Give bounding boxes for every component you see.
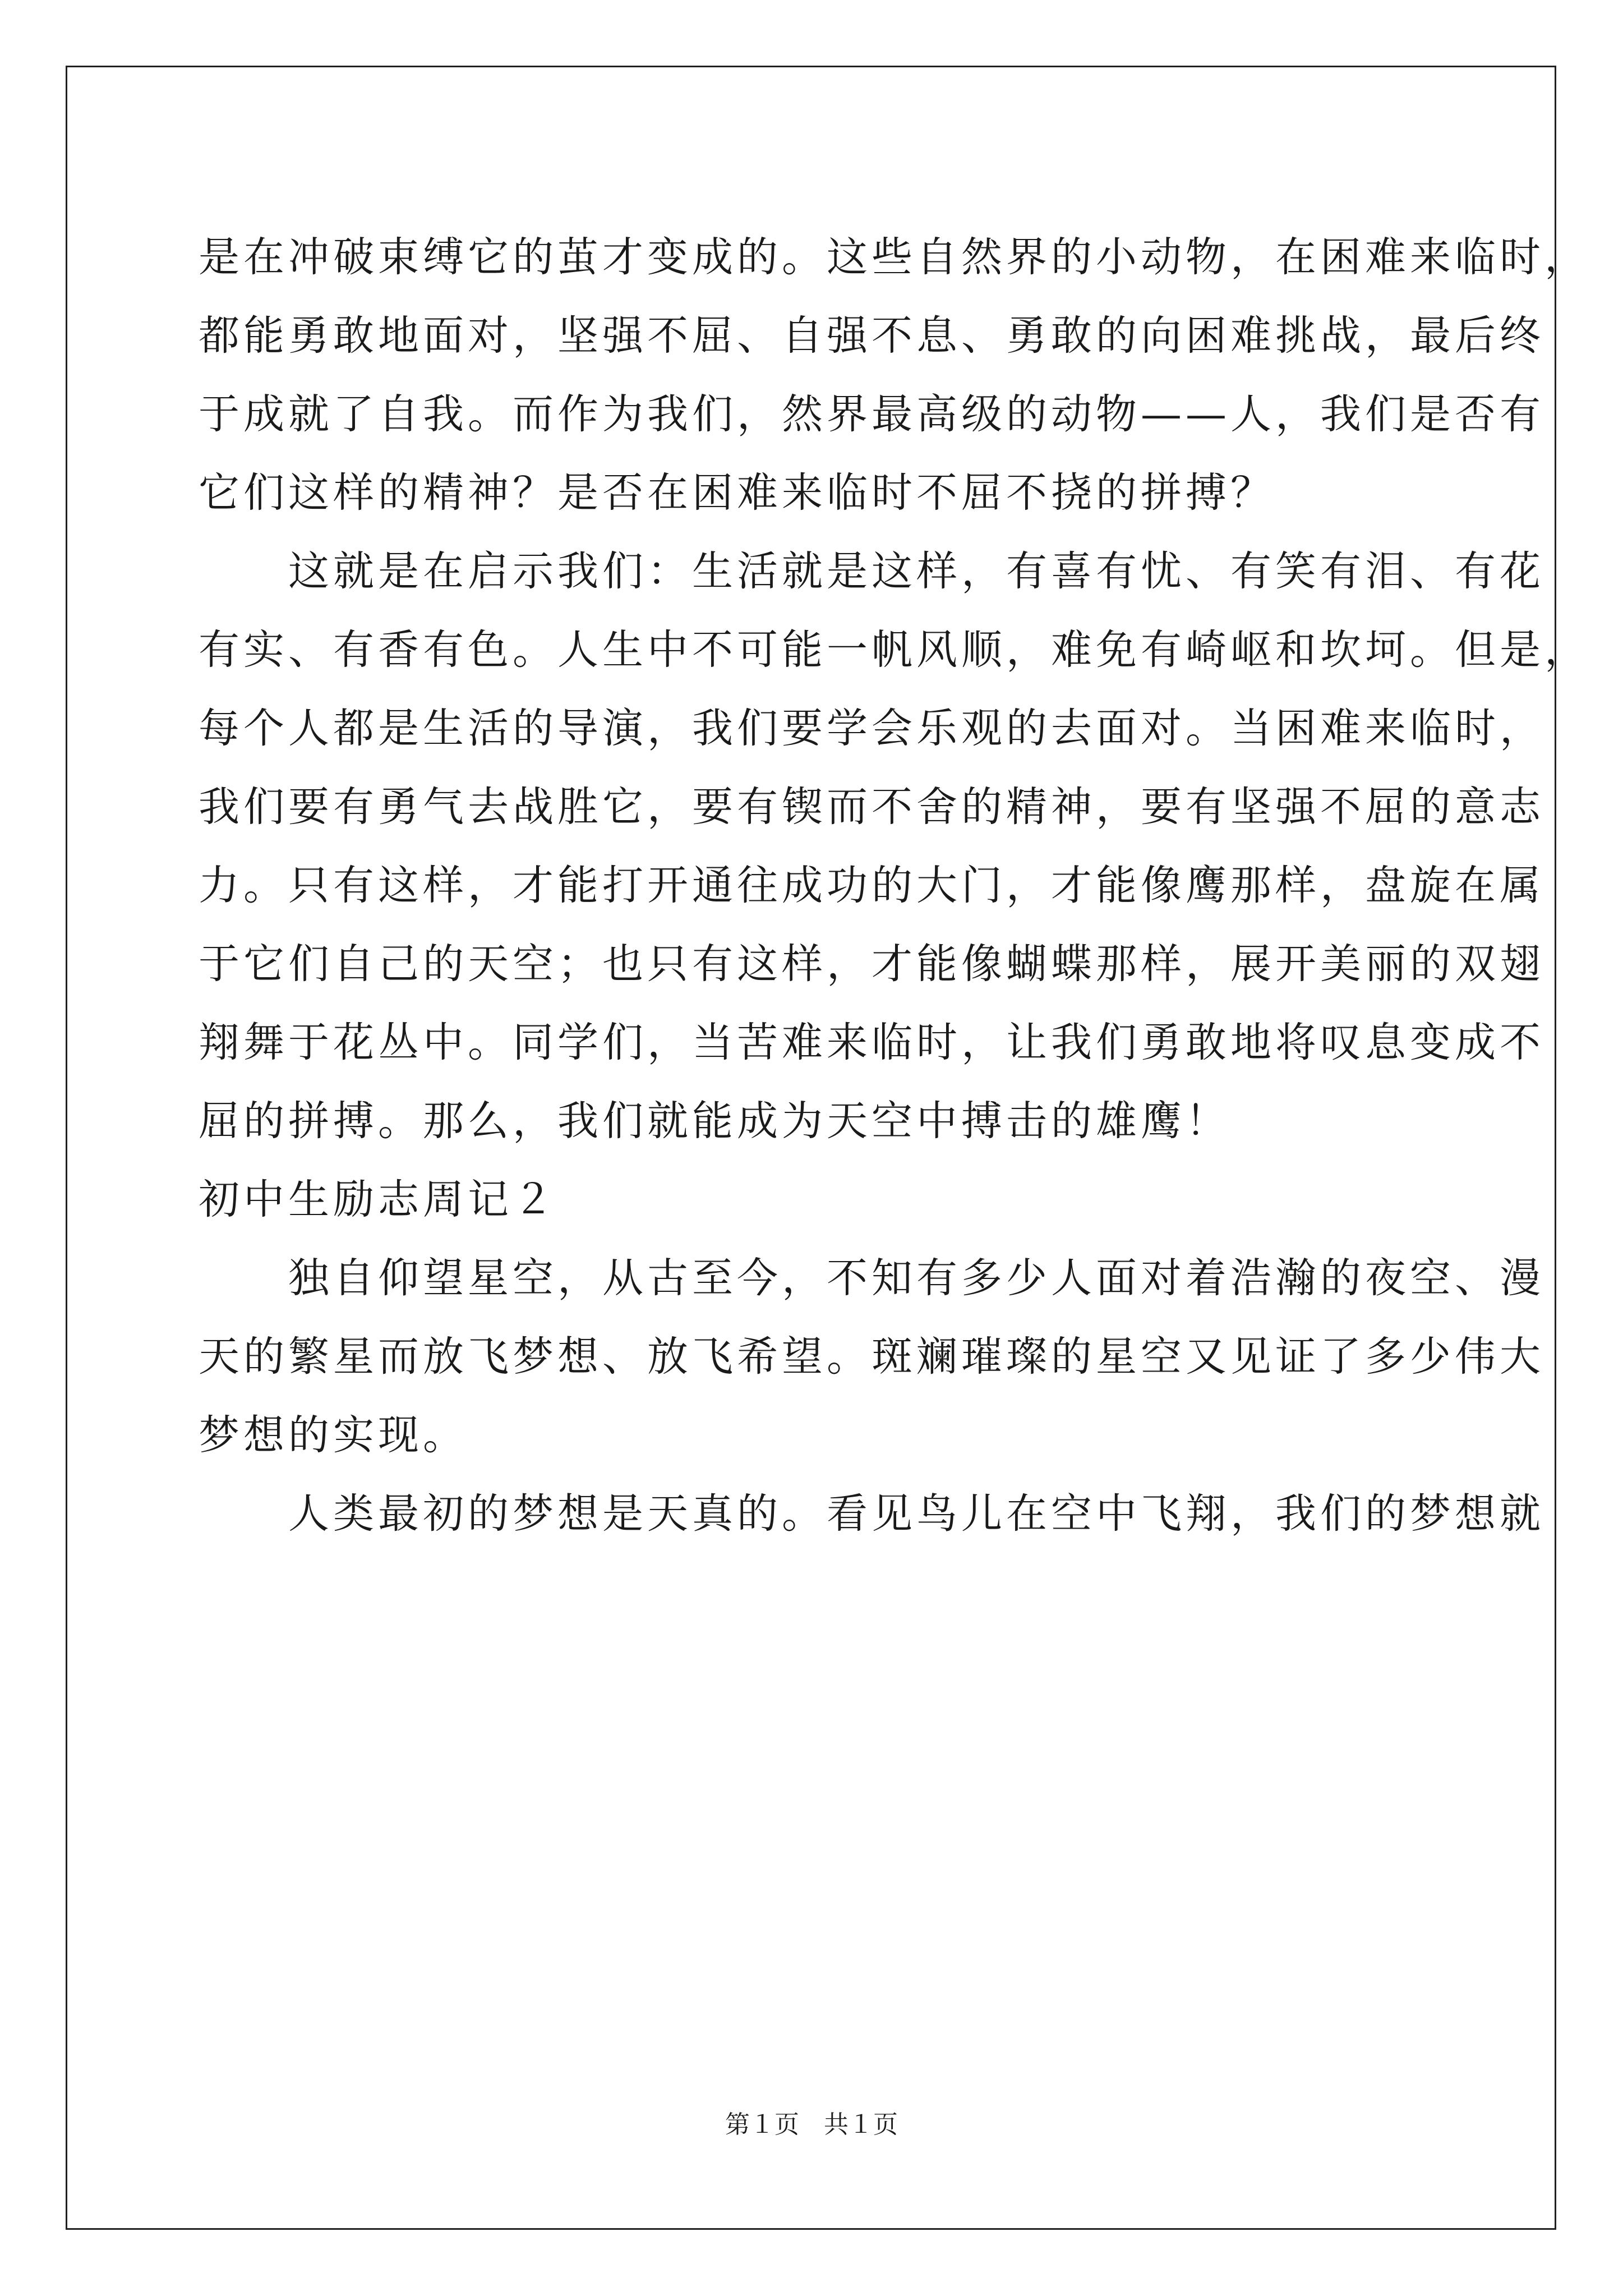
text-line-14: 独自仰望星空，从古至今，不知有多少人面对着浩瀚的夜空、漫 bbox=[199, 1254, 1544, 1302]
text-line-15: 天的繁星而放飞梦想、放飞希望。斑斓璀璨的星空又见证了多少伟大 bbox=[199, 1333, 1544, 1381]
text-line-16: 梦想的实现。 bbox=[199, 1411, 468, 1459]
text-line-2: 都能勇敢地面对，坚强不屈、自强不息、勇敢的向困难挑战，最后终 bbox=[199, 312, 1544, 360]
text-line-11: 翔舞于花丛中。同学们，当苦难来临时，让我们勇敢地将叹息变成不 bbox=[199, 1019, 1544, 1066]
text-line-7: 每个人都是生活的导演，我们要学会乐观的去面对。当困难来临时， bbox=[199, 705, 1544, 752]
page-number-footer: 第１页 共１页 bbox=[725, 2110, 898, 2139]
text-line-9: 力。只有这样，才能打开通往成功的大门，才能像鹰那样，盘旋在属 bbox=[199, 862, 1544, 909]
text-line-17: 人类最初的梦想是天真的。看见鸟儿在空中飞翔，我们的梦想就 bbox=[199, 1490, 1544, 1538]
text-line-1: 是在冲破束缚它的茧才变成的。这些自然界的小动物，在困难来临时， bbox=[199, 233, 1589, 281]
text-line-5: 这就是在启示我们：生活就是这样，有喜有忧、有笑有泪、有花 bbox=[199, 547, 1544, 595]
text-line-8: 我们要有勇气去战胜它，要有锲而不舍的精神，要有坚强不屈的意志 bbox=[199, 783, 1544, 831]
text-line-4: 它们这样的精神？是否在困难来临时不屈不挠的拼搏？ bbox=[199, 469, 1275, 517]
text-line-10: 于它们自己的天空；也只有这样，才能像蝴蝶那样，展开美丽的双翅 bbox=[199, 940, 1544, 988]
text-line-3: 于成就了自我。而作为我们，然界最高级的动物——人，我们是否有 bbox=[199, 390, 1544, 438]
text-line-12: 屈的拼搏。那么，我们就能成为天空中搏击的雄鹰！ bbox=[199, 1097, 1230, 1145]
text-line-6: 有实、有香有色。人生中不可能一帆风顺，难免有崎岖和坎坷。但是， bbox=[199, 626, 1589, 674]
section-heading: 初中生励志周记２ bbox=[199, 1176, 557, 1223]
